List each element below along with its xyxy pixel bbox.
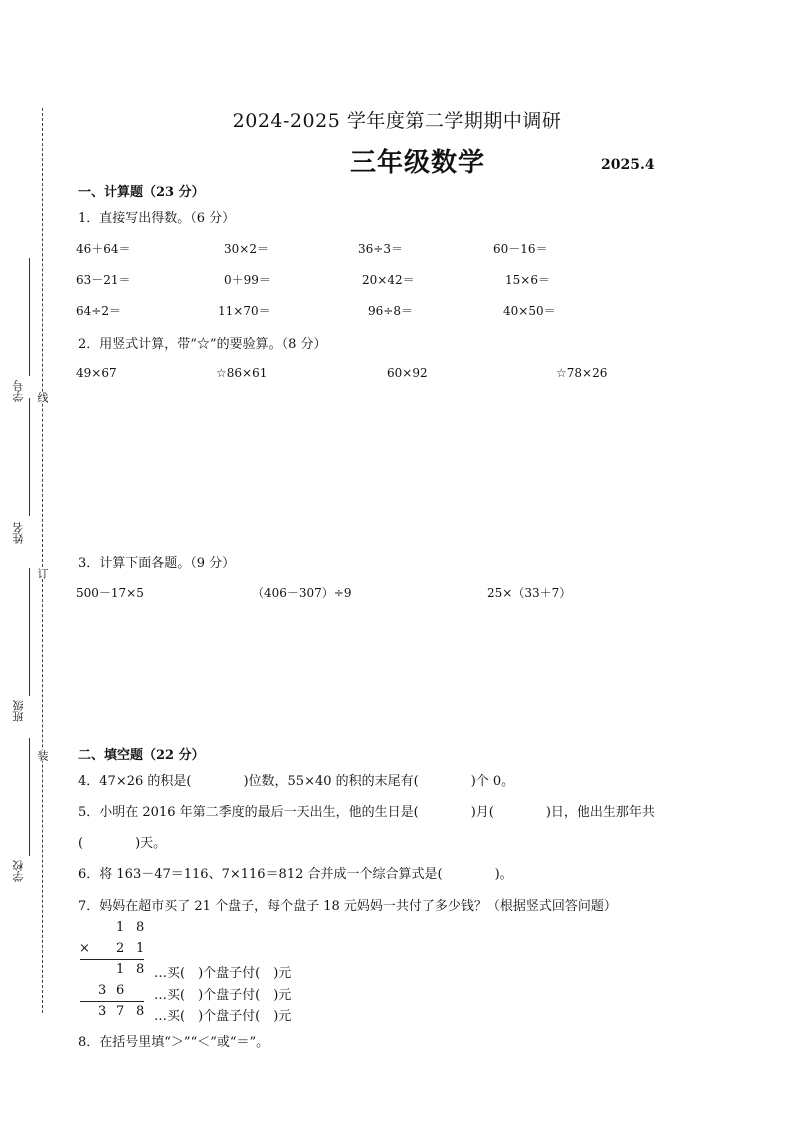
q7-note: …买( )个盘子付( )元 [154,1009,292,1024]
q2-item: 49×67 [76,366,117,380]
q3-item: 25×（33＋7） [487,586,572,600]
q2-item: 60×92 [387,366,428,380]
q3-item: （406－307）÷9 [252,586,352,600]
q1-item: 60－16＝ [493,242,548,256]
q2-item: ☆78×26 [556,366,608,380]
q1-item: 20×42＝ [362,273,415,287]
q7-row5-d2: 7 [116,1004,125,1019]
q1-item: 0＋99＝ [224,273,271,287]
q5-text: 5．小明在 2016 年第二季度的最后一天出生，他的生日是( )月( )日，他出生那年共 [78,805,655,820]
label-school: 学校 [12,860,25,882]
label-student-id: 学号 [12,380,25,402]
q7-operator: × [79,941,90,956]
label-class: 班级 [12,700,25,722]
exam-subject: 三年级数学 [350,148,486,178]
q7-row2-d1: 2 [116,941,125,956]
school-line [29,738,30,856]
q7-rule-2 [80,1001,144,1002]
mark-ding: 订 [36,568,49,579]
q2-label: 2．用竖式计算，带“☆”的要验算。（8 分） [78,337,327,352]
q1-item: 46＋64＝ [76,242,131,256]
q7-row5-d3: 8 [136,1004,145,1019]
q5-text-cont: ( )天。 [78,836,167,851]
q3-label: 3．计算下面各题。（9 分） [78,556,236,571]
q3-item: 500－17×5 [76,586,144,600]
q1-item: 11×70＝ [218,304,271,318]
exam-date: 2025.4 [601,157,655,173]
binding-dashed-line [42,108,43,1013]
q7-row4-d2: 6 [116,983,125,998]
label-student-name: 姓名 [12,522,25,544]
q1-item: 64÷2＝ [76,304,121,318]
q1-item: 63－21＝ [76,273,131,287]
mark-zhuang: 装 [36,750,49,761]
q1-item: 96÷8＝ [368,304,413,318]
exam-title: 2024-2025 学年度第二学期期中调研 [232,110,562,132]
q7-row3-d1: 1 [116,962,125,977]
q7-note: …买( )个盘子付( )元 [154,966,292,981]
q7-row1-d2: 8 [136,920,145,935]
q7-note: …买( )个盘子付( )元 [154,988,292,1003]
q1-item: 30×2＝ [224,242,269,256]
q1-item: 36÷3＝ [358,242,403,256]
q1-item: 15×6＝ [505,273,550,287]
q1-label: 1．直接写出得数。（6 分） [78,211,236,226]
q1-item: 40×50＝ [503,304,556,318]
section2-heading: 二、填空题（22 分） [78,748,205,763]
section1-heading: 一、计算题（23 分） [78,185,205,200]
student-id-line [29,258,30,376]
q2-item: ☆86×61 [216,366,268,380]
q4-text: 4．47×26 的积是( )位数，55×40 的积的末尾有( )个 0。 [78,774,515,789]
q7-row3-d2: 8 [136,962,145,977]
student-name-line [29,398,30,516]
q7-text: 7．妈妈在超市买了 21 个盘子，每个盘子 18 元妈妈一共付了多少钱？（根据竖式回答问题） [78,899,617,914]
mark-xian: 线 [36,392,49,403]
q7-row2-d2: 1 [136,941,145,956]
class-line [29,568,30,696]
q8-text: 8．在括号里填“＞”“＜”或“＝”。 [78,1035,270,1050]
q6-text: 6．将 163－47＝116、7×116＝812 合并成一个综合算式是( )。 [78,867,513,882]
q7-rule-1 [80,959,144,960]
q7-row4-d1: 3 [98,983,107,998]
q7-row5-d1: 3 [98,1004,107,1019]
q7-row1-d1: 1 [116,920,125,935]
